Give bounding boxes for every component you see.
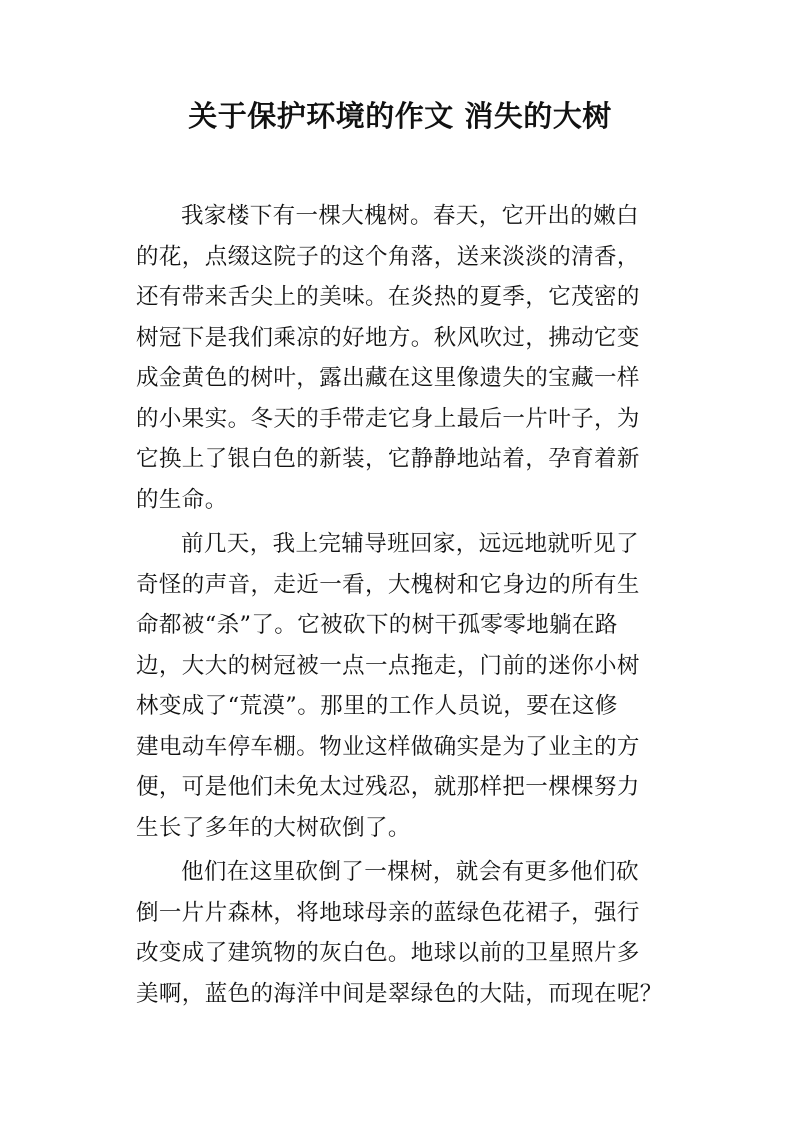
document-title: 关于保护环境的作文 消失的大树 bbox=[188, 99, 612, 133]
text-line: 的小果实。冬天的手带走它身上最后一片叶子，为 bbox=[136, 405, 640, 432]
text-line: 的花，点缀这院子的这个角落，送来淡淡的清香， bbox=[136, 243, 640, 270]
text-line: 我家楼下有一棵大槐树。春天，它开出的嫩白 bbox=[181, 203, 640, 229]
text-line: 树冠下是我们乘凉的好地方。秋风吹过，拂动它变 bbox=[136, 324, 640, 351]
paragraph-1 bbox=[136, 196, 684, 520]
text-line: 便，可是他们未免太过残忍，就那样把一棵棵努力 bbox=[136, 774, 640, 800]
text-line: 建电动车停车棚。物业这样做确实是为了业主的方 bbox=[136, 733, 640, 760]
text-line: 还有带来舌尖上的美味。在炎热的夏季，它茂密的 bbox=[136, 284, 640, 310]
text-line: 奇怪的声音，走近一看，大槐树和它身边的所有生 bbox=[136, 571, 640, 598]
text-line: 边，大大的树冠被一点一点拖走，门前的迷你小树 bbox=[136, 652, 640, 679]
document-body bbox=[136, 196, 684, 1018]
text-line: 他们在这里砍倒了一棵树，就会有更多他们砍 bbox=[181, 859, 640, 885]
text-line: 生长了多年的大树砍倒了。 bbox=[136, 814, 411, 841]
text-line: 命都被“杀”了。它被砍下的树干孤零零地躺在路 bbox=[136, 612, 618, 638]
text-line: 改变成了建筑物的灰白色。地球以前的卫星照片多 bbox=[136, 940, 640, 966]
text-line: 美啊，蓝色的海洋中间是翠绿色的大陆，而现在呢？ bbox=[136, 980, 663, 1007]
text-line: 它换上了银白色的新装，它静静地站着，孕育着新 bbox=[136, 446, 640, 472]
paragraph-2 bbox=[136, 524, 684, 848]
text-line: 前几天，我上完辅导班回家，远远地就听见了 bbox=[181, 531, 640, 557]
text-line: 的生命。 bbox=[136, 486, 228, 513]
text-line: 成金黄色的树叶，露出藏在这里像遗失的宝藏一样 bbox=[136, 365, 640, 391]
paragraph-3 bbox=[136, 852, 684, 1014]
text-line: 林变成了“荒漠”。那里的工作人员说，要在这修 bbox=[136, 693, 618, 719]
text-line: 倒一片片森林，将地球母亲的蓝绿色花裙子，强行 bbox=[136, 899, 640, 926]
